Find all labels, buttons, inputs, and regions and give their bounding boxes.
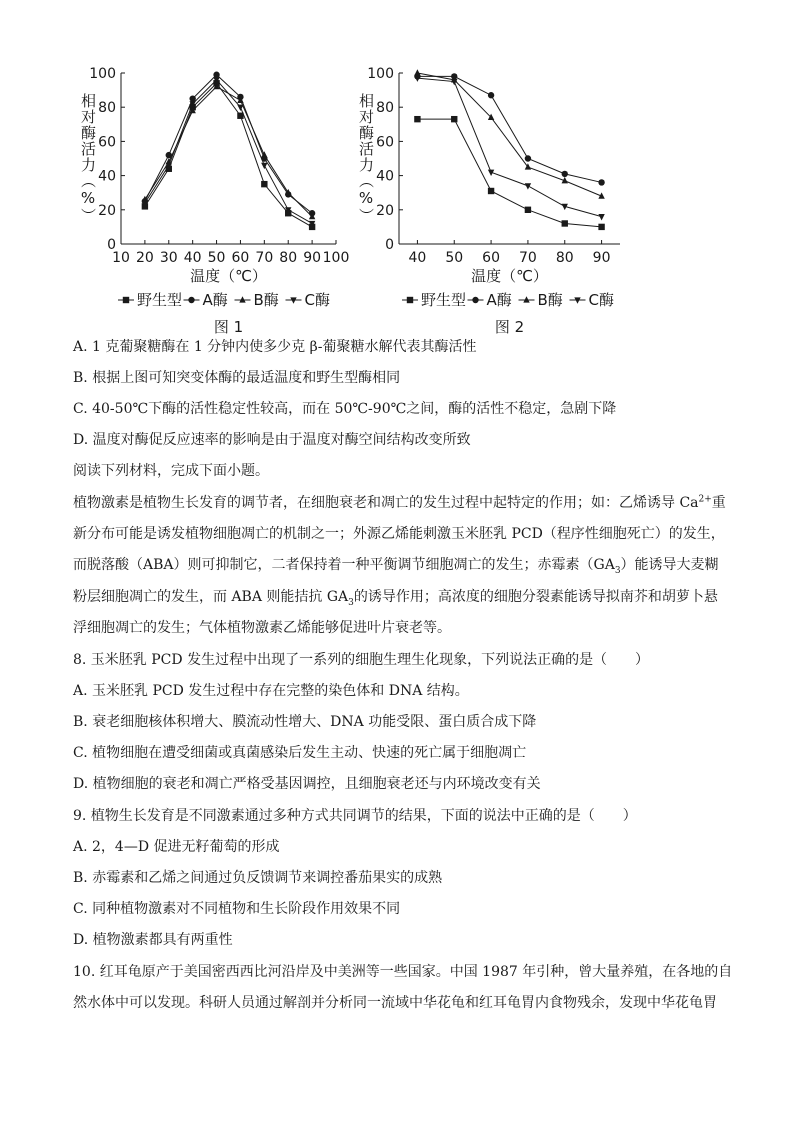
legend-label: C酶 [304, 291, 330, 309]
passage-line-4: 粉层细胞凋亡的发生，而 ABA 则能拮抗 $GA_3$的诱导作用；高浓度的细胞分裂素能诱导拟南芥和胡萝卜悬 [73, 589, 718, 608]
chart-1 [72, 56, 362, 336]
legend-marker [123, 297, 129, 303]
passage-line-3: 而脱落酸（ABA）则可抑制它，二者保持着一种平衡调节细胞凋亡的发生；赤霉素$(GA_3)$能诱导大麦糊 [73, 557, 719, 576]
y-tick-label: 40 [98, 168, 116, 185]
legend-marker [407, 297, 413, 303]
x-tick-label: 10 [112, 250, 130, 266]
q9-option-a: A. 2，4—D 促进无籽葡萄的形成 [73, 839, 280, 855]
x-tick-label: 60 [482, 250, 500, 266]
data-point [598, 214, 604, 220]
legend-marker [239, 296, 245, 302]
x-tick-label: 20 [135, 250, 154, 266]
legend-marker [574, 297, 580, 303]
y-tick-label: 100 [89, 66, 116, 82]
x-tick-label: 90 [592, 250, 611, 266]
x-tick-label: 80 [279, 250, 298, 266]
legend-label: B酶 [537, 291, 563, 309]
legend-label: 野生型 [137, 291, 183, 309]
data-point [525, 183, 531, 189]
data-point [451, 116, 457, 122]
q9-option-c: C. 同种植物激素对不同植物和生长阶段作用效果不同 [73, 901, 401, 917]
data-point [525, 155, 531, 161]
q8-option-c: C. 植物细胞在遭受细菌或真菌感染后发生主动、快速的死亡属于细胞凋亡 [73, 745, 527, 761]
question-10-line-2: 然水体中可以发现。科研人员通过解剖并分析同一流域中华花龟和红耳龟胃内食物残余，发现中华花龟胃 [73, 995, 717, 1011]
data-point [598, 224, 604, 230]
data-point [414, 69, 420, 75]
data-point [414, 116, 420, 122]
y-tick-label: 0 [385, 237, 394, 253]
x-axis-label: 温度（℃） [190, 267, 267, 285]
figure-caption: 图 2 [494, 318, 525, 336]
y-tick-label: 60 [98, 134, 116, 151]
y-axis-label: 相对酶活力（%） [357, 93, 375, 224]
y-tick-label: 80 [98, 100, 116, 117]
data-point [213, 72, 219, 78]
y-tick-label: 60 [376, 134, 394, 151]
data-point [488, 188, 494, 194]
q8-option-d: D. 植物细胞的衰老和凋亡严格受基因调控，且细胞衰老还与内环境改变有关 [73, 776, 541, 792]
legend-label: C酶 [588, 291, 614, 309]
series-line-1 [417, 76, 601, 182]
y-tick-label: 100 [367, 66, 394, 82]
data-point [261, 163, 267, 169]
figure-2 [350, 56, 640, 336]
x-tick-label: 40 [408, 250, 427, 266]
legend-label: A酶 [486, 291, 512, 309]
legend-marker [472, 297, 478, 303]
data-point [237, 105, 243, 111]
y-tick-label: 20 [98, 202, 116, 219]
passage-line-5: 浮细胞凋亡的发生；气体植物激素乙烯能够促进叶片衰老等。 [73, 620, 451, 636]
data-point [598, 179, 604, 185]
passage-line-1: 植物激素是植物生长发育的调节者，在细胞衰老和凋亡的发生过程中起特定的作用；如：乙烯诱导 $Ca^{2+}$重 [73, 494, 726, 511]
legend-label: 野生型 [421, 291, 467, 309]
x-tick-label: 90 [303, 250, 322, 266]
data-point [562, 220, 568, 226]
x-tick-label: 70 [255, 250, 274, 266]
option-c: C. 40-50℃下酶的活性稳定性较高，而在 50℃-90℃之间，酶的活性不稳定，急剧下降 [73, 401, 617, 417]
legend-label: A酶 [202, 291, 228, 309]
x-tick-label: 60 [231, 250, 250, 266]
x-tick-label: 50 [445, 250, 464, 266]
q9-option-b: B. 赤霉素和乙烯之间通过负反馈调节来调控番茄果实的成熟 [73, 870, 443, 886]
option-d: D. 温度对酶促反应速率的影响是由于温度对酶空间结构改变所致 [73, 432, 471, 448]
chart-2 [350, 56, 640, 336]
passage-line-2: 新分布可能是诱发植物细胞凋亡的机制之一；外源乙烯能刺激玉米胚乳 PCD（程序性细胞死亡）的发生， [73, 526, 725, 542]
question-9: 9. 植物生长发育是不同激素通过多种方式共同调节的结果，下面的说法中正确的是（ ） [73, 808, 637, 824]
legend-marker [188, 297, 194, 303]
x-tick-label: 80 [555, 250, 574, 266]
question-8: 8. 玉米胚乳 PCD 发生过程中出现了一系列的细胞生理生化现象，下列说法正确的是（ ） [73, 652, 650, 668]
data-point [261, 181, 267, 187]
x-tick-label: 30 [159, 250, 178, 266]
series-line-3 [417, 78, 601, 217]
y-tick-label: 20 [376, 202, 394, 219]
option-a: A. 1 克葡聚糖酶在 1 分钟内使多少克 β-葡聚糖水解代表其酶活性 [73, 339, 477, 355]
legend-marker [290, 297, 296, 303]
x-axis-label: 温度（℃） [471, 267, 548, 285]
legend-label: B酶 [253, 291, 279, 309]
y-tick-label: 40 [376, 168, 394, 185]
figure-1 [72, 56, 362, 336]
series-line-2 [417, 73, 601, 196]
legend-marker [523, 296, 529, 302]
x-tick-label: 70 [519, 250, 537, 266]
data-point [562, 171, 568, 177]
question-10-line-1: 10. 红耳龟原产于美国密西西比河沿岸及中美洲等一些国家。中国 1987 年引种，曾大量养殖，在各地的自 [73, 964, 733, 980]
x-tick-label: 100 [322, 250, 350, 266]
y-axis-label: 相对酶活力（%） [79, 93, 97, 224]
option-b: B. 根据上图可知突变体酶的最适温度和野生型酶相同 [73, 370, 401, 386]
series-line-0 [417, 119, 601, 227]
q9-option-d: D. 植物激素都具有两重性 [73, 932, 233, 948]
x-tick-label: 50 [207, 250, 226, 266]
data-point [488, 92, 494, 98]
q8-option-a: A. 玉米胚乳 PCD 发生过程中存在完整的染色体和 DNA 结构。 [73, 683, 469, 699]
q8-option-b: B. 衰老细胞核体积增大、膜流动性增大、DNA 功能受限、蛋白质合成下降 [73, 714, 537, 730]
y-tick-label: 80 [376, 100, 394, 117]
section-intro: 阅读下列材料，完成下面小题。 [73, 463, 269, 479]
data-point [525, 207, 531, 213]
y-tick-label: 0 [107, 237, 116, 253]
figure-caption: 图 1 [213, 318, 244, 336]
x-tick-label: 40 [183, 250, 202, 266]
